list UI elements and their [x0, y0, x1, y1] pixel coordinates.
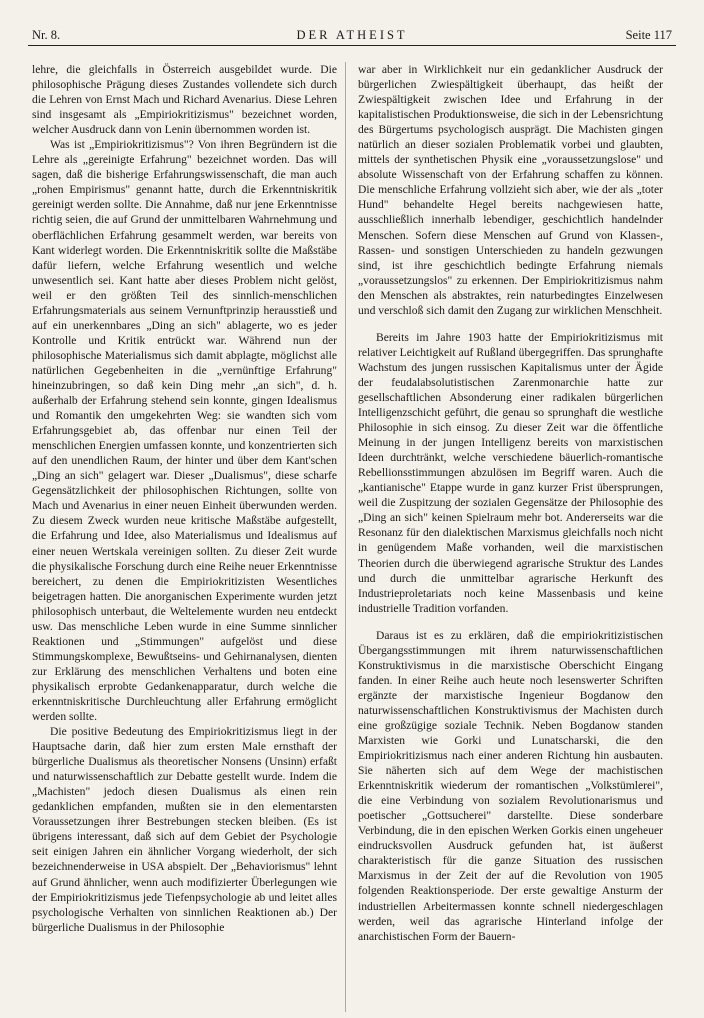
- paragraph: war aber in Wirklichkeit nur ein gedanklicher Ausdruck der bürgerlichen Zwiespältigkeit überhaupt, das heißt der Zwiespältigkeit zwischen Idee und Erfahrung in der kapitalistischen Produktionsweise, die sich in der Lebensrichtung des Bürgertums psychologisch ausprägt. Die Machisten gingen natürlich an dieser sozialen Problematik vorbei und glaubten, mittels der synthetischen Physik eine „voraussetzungslose" und absolute Wissenschaft von der Erfahrung schaffen zu können. Die menschliche Erfahrung vollzieht sich aber, wie der als „toter Hund" behandelte Hegel bereits nachgewiesen hatte, ausschließlich innerhalb lebendiger, geschichtlich handelnder Menschen. Sofern diese Menschen auf Grund von Klassen-, Rassen- und sonstigen Unterschieden zu handeln gezwungen sind, ist ihre geschichtlich bedingte Erfahrung niemals „voraussetzungslos" zu erkennen. Der Empiriokritizismus nahm den Menschen als abstraktes, rein naturbedingtes Einzelwesen und verschloß sich damit den Zugang zur wirklichen Menschheit.: [358, 63, 663, 317]
- issue-number: Nr. 8.: [32, 28, 61, 42]
- paragraph: Daraus ist es zu erklären, daß die empiriokritizistischen Übergangsstimmungen mit ihrem naturwissenschaftlichen Konstruktivismus in die marxistische Oberschicht Eingang fanden. In einer Reihe auch heute noch lesenswerter Schriften ergänzte der marxistische Ingenieur Bogdanow den naturwissenschaftlichen Konstruktivismus der Machisten durch eine großzügige soziale Technik. Neben Bogdanow standen Marxisten wie Gorki und Lunatscharski, die den Empiriokritizismus nach einer anderen Richtung hin ausbauten. Sie näherten sich auf dem Wege der machistischen Erkenntniskritik wiederum der romantischen „Volkstümlerei", die eine Verbindung von sozialem Revolutionarismus und poetischer „Gottsucherei" darstellte. Diese sonderbare Verbindung, die in den epischen Werken Gorkis einen ungeheuer eindrucksvollen Ausdruck gefunden hat, ist äußerst charakteristisch für die ganze Situation des russischen Marxismus in der Zeit der auf die Revolution von 1905 folgenden Reaktionsperiode. Der erste gewaltige Ansturm der industriellen Arbeitermassen konnte schnell niedergeschlagen werden, weil das agrarische Hinterland infolge der anarchistischen Form der Bauern-: [358, 628, 663, 943]
- column-divider: [345, 62, 346, 1012]
- right-column: [358, 62, 663, 944]
- left-column: [32, 62, 337, 935]
- page-number: Seite 117: [625, 28, 672, 42]
- paragraph: lehre, die gleichfalls in Österreich ausgebildet wurde. Die philosophische Prägung dieses Zustandes vollendete sich durch die Lehren von Ernst Mach und Richard Avenarius. Diese Lehren sind insgesamt als „Empiriokritizismus" bezeichnet worden, welcher Ausdruck dann von Lenin übernommen worden ist.: [32, 63, 337, 137]
- paragraph: Bereits im Jahre 1903 hatte der Empiriokritizismus mit relativer Leichtigkeit auf Rußland übergegriffen. Das sprunghafte Wachstum des jungen russischen Kapitalismus unter der Ägide der feudalabsolutistischen Zarenmonarchie hatte zur gesellschaftlichen Absonderung einer radikalen bürgerlichen Intelligenzschicht geführt, die genau so sprunghaft die westliche Philosophie in sich einsog. Zu dieser Zeit war die öffentliche Meinung in der jungen Intelligenz bereits von marxistischen Ideen durchtränkt, welche verschiedene bäuerlich-romantische Rebellionsstimmungen abzulösen im Begriff waren. Auch die „kantianische" Etappe wurde in ganz kurzer Frist übersprungen, weil die Zuspitzung der sozialen Gegensätze der Philosophie des „Ding an sich" keinen Spielraum mehr bot. Andererseits war die Resonanz für den dialektischen Marxismus gleichfalls noch nicht in genügendem Maße vorhanden, weil die marxistischen Theorien durch die überwiegend agrarische Struktur des Landes und durch die unmittelbar agrarische Herkunft des Industrieproletariats noch keine Massenbasis und keine industrielle Tradition vorfanden.: [358, 330, 663, 615]
- header-rule: [28, 45, 676, 46]
- paragraph: Was ist „Empiriokritizismus"? Von ihren Begründern ist die Lehre als „gereinigte Erfahrung" bezeichnet worden. Das will sagen, daß die bisherige Erfahrungswissenschaft, die man auch „rohen Empirismus" genannt hatte, durch die Erkenntniskritik gereinigt werden sollte. Die Annahme, daß nur jene Erkenntnisse richtig seien, die auf Grund der unmittelbaren Wahrnehmung und oberflächlichen Erfahrung gesammelt werden, war bereits von Kant widerlegt worden. Die Erkenntniskritik sollte die Maßstäbe dafür liefern, welche Erfahrung wesentlich und welche unwesentlich sei. Kant hatte aber dieses Problem nicht gelöst, weil er den größten Teil des sinnlich-menschlichen Erfahrungsmaterials aus seinem Vernunftprinzip herausstieß und auf ein unerkennbares „Ding an sich" ablagerte, wo es jeder Kontrolle und Kritik entrückt war. Während nun der philosophische Materialismus sich damit abplagte, möglichst alle natürlichen Gegebenheiten in die „vernünftige Erfahrung" hineinzubringen, so daß kein Ding mehr „an sich", d. h. außerhalb der Erfahrung stehend sein konnte, gingen Idealismus und Romantik den umgekehrten Weg: sie wandten sich vom Erfahrungsgebiet ab, das offenbar nur einen Teil der menschlichen Energien umfassen konnte, und konzentrierten sich auf den unendlichen Raum, der hinter und über dem Kant'schen „Ding an sich" gelagert war. Dieser „Dualismus", diese scharfe Gegensätzlichkeit der philosophischen Richtungen, sollte von Mach und Avenarius in einer neuen Einheit überwunden werden. Zu diesem Zweck wurden neue kritische Maßstäbe aufgestellt, die Erfahrung und Idee, also Materialismus und Idealismus auf einer neuen Wertskala vereinigen sollten. Zu dieser Zeit wurde die physikalische Forschung durch eine Reihe neuer Erkenntnisse bereichert, zu denen die Empiriokritizisten Wesentliches beigetragen hatten. Die anorganischen Experimente wurden jetzt philosophisch unterbaut, die Weltelemente wurden neu entdeckt usw. Das menschliche Leben wurde in eine Summe sinnlicher Reaktionen und „Stimmungen" aufgelöst und diese Stimmungskomplexe, Bewußtseins- und Gehirnanalysen, dienten zur Erklärung des menschlichen Verhaltens und boten eine physikalisch erprobte Gedankenapparatur, durch welche die erkenntniskritische Durchleuchtung aller Erfahrung ermöglicht werden sollte.: [32, 138, 337, 724]
- page-header: [28, 26, 676, 44]
- paragraph: Die positive Bedeutung des Empiriokritizismus liegt in der Hauptsache darin, daß hier zum ersten Male ernsthaft der bürgerliche Dualismus als theoretischer Nonsens (Unsinn) erfaßt und naturwissenschaftlich zur Debatte gestellt wurde. Indem die „Machisten" jedoch diesen Dualismus als einen rein gedanklichen empfanden, mußten sie in den elementarsten Voraussetzungen ihrer Bestrebungen stecken bleiben. (Es ist übrigens interessant, daß sich auf dem Gebiet der Psychologie seit einigen Jahren ein ähnlicher Vorgang wiederholt, der sich bezeichnenderweise in USA abspielt. Der „Behaviorismus" lehnt auf Grund ähnlicher, wenn auch modifizierter Überlegungen wie der Empiriokritizismus jede Tiefenpsychologie ab und leitet alles psychologische Verhalten von sinnlichen Reaktionen ab.) Der bürgerliche Dualismus in der Philosophie: [32, 725, 337, 934]
- journal-title: DER ATHEIST: [296, 28, 408, 42]
